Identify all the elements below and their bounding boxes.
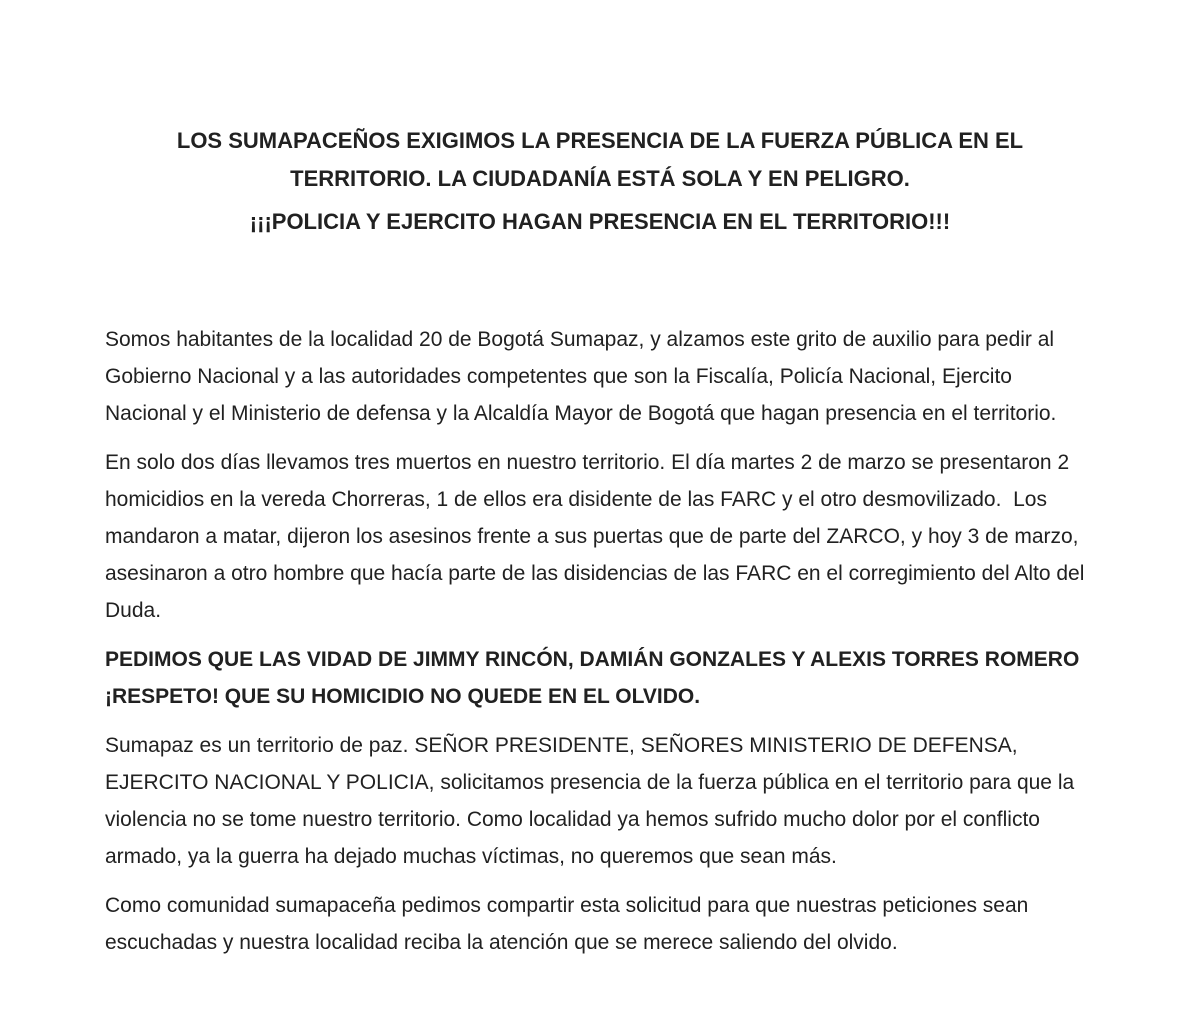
paragraph-3-demand: PEDIMOS QUE LAS VIDAD DE JIMMY RINCÓN, DAMIÁN GONZALES Y ALEXIS TORRES ROMERO ¡RESPETO! QUE SU HOMICIDIO NO QUEDE EN EL OLVIDO. [105, 648, 1086, 708]
document-title: LOS SUMAPACEÑOS EXIGIMOS LA PRESENCIA DE LA FUERZA PÚBLICA EN EL TERRITORIO. LA CIUDADANÍA ESTÁ SOLA Y EN PELIGRO. [176, 128, 1030, 191]
paragraph-5: Como comunidad sumapaceña pedimos compartir esta solicitud para que nuestras peticiones sean escuchadas y nuestra localidad reciba la atención que se merece saliendo del olvido. [105, 894, 1035, 954]
paragraph-2: En solo dos días llevamos tres muertos en nuestro territorio. El día martes 2 de marzo se presentaron 2 homicidios en la vereda Chorreras, 1 de ellos era disidente de las FARC y el otro desmovilizado. Los mandaron a matar, dijeron los asesinos frente a sus puertas que de parte del ZARCO, y hoy 3 de marzo, asesinaron a otro hombre que hacía parte de las disidencias de las FARC en el corregimiento del Alto del Duda. [105, 451, 1091, 622]
paragraph-4: Sumapaz es un territorio de paz. SEÑOR PRESIDENTE, SEÑORES MINISTERIO DE DEFENSA, EJERCITO NACIONAL Y POLICIA, solicitamos presencia de la fuerza pública en el territorio para que la violencia no se tome nuestro territorio. Como localidad ya hemos sufrido mucho dolor por el conflicto armado, ya la guerra ha dejado muchas víctimas, no queremos que sean más. [105, 734, 1081, 868]
document-subtitle: ¡¡¡POLICIA Y EJERCITO HAGAN PRESENCIA EN EL TERRITORIO!!! [249, 209, 951, 234]
paragraph-1: Somos habitantes de la localidad 20 de Bogotá Sumapaz, y alzamos este grito de auxilio para pedir al Gobierno Nacional y a las autoridades competentes que son la Fiscalía, Policía Nacional, Ejercito Nacional y el Ministerio de defensa y la Alcaldía Mayor de Bogotá que hagan presencia en el territorio. [105, 328, 1060, 425]
